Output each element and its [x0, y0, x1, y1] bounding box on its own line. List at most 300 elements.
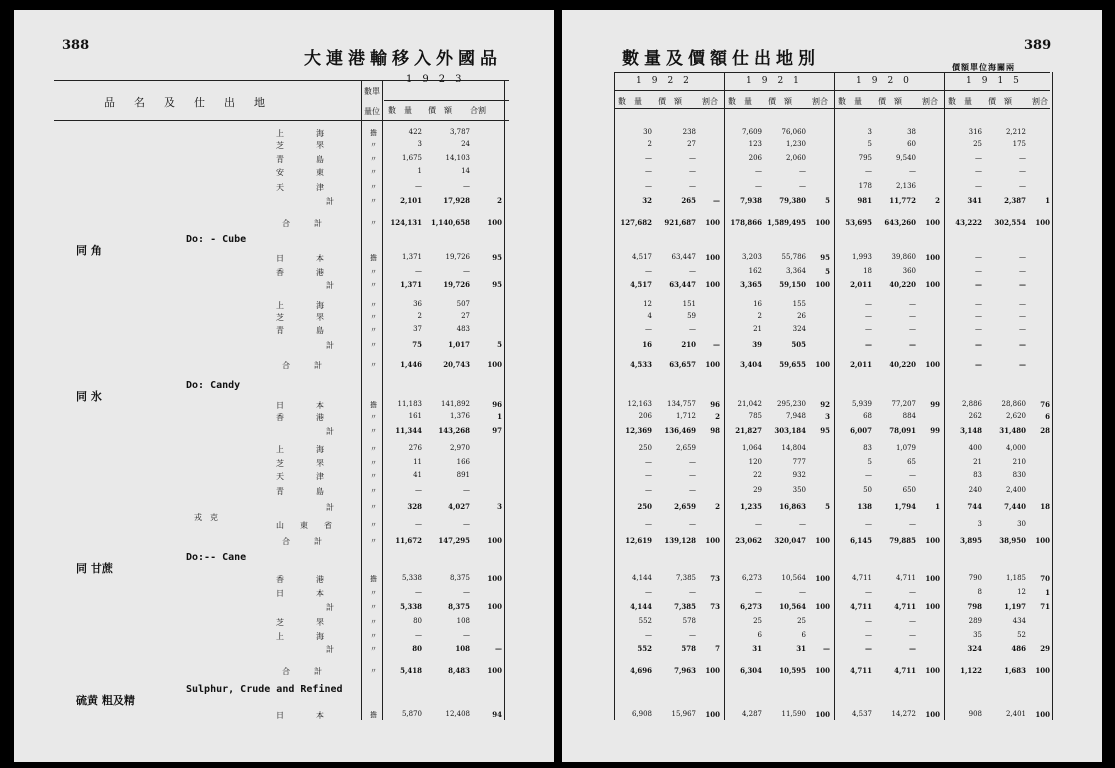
pct-cell: 100: [925, 253, 940, 262]
qty-cell: 5,338: [401, 574, 422, 582]
value-cell: 4,000: [1005, 444, 1026, 452]
value-cell: —: [1019, 325, 1026, 333]
value-cell: —: [909, 631, 916, 639]
value-cell: 147,295: [438, 536, 470, 545]
qty-cell: —: [645, 471, 652, 479]
value-cell: 2,401: [1005, 710, 1026, 718]
qty-cell: 6,304: [740, 666, 762, 675]
qty-cell: 4,144: [631, 574, 652, 582]
value-cell: —: [463, 588, 470, 596]
qty-cell: —: [415, 588, 422, 596]
pct-cell: 100: [705, 666, 720, 675]
qty-cell: —: [975, 280, 982, 289]
qty-cell: 2: [757, 312, 762, 320]
value-cell: 1,017: [448, 340, 470, 349]
qty-cell: —: [975, 312, 982, 320]
qty-cell: 31: [752, 644, 762, 653]
pct-cell: 96: [492, 400, 502, 409]
qty-cell: 798: [967, 602, 982, 611]
qty-cell: —: [975, 360, 982, 369]
value-cell: 175: [1012, 140, 1026, 148]
value-cell: —: [689, 167, 696, 175]
qty-cell: 124,131: [390, 218, 422, 227]
pct-cell: 98: [710, 426, 720, 435]
group-label-en: Do: Candy: [186, 380, 241, 391]
qty-cell: 35: [973, 631, 982, 639]
qty-cell: —: [865, 631, 872, 639]
qty-cell: 1,993: [851, 253, 872, 261]
qty-cell: 2: [647, 140, 652, 148]
pct-header: 割合: [702, 97, 718, 106]
year-1920: 1920: [856, 76, 919, 86]
pct-cell: 1: [1045, 196, 1050, 205]
value-cell: 2,400: [1005, 486, 1026, 494]
value-cell: —: [909, 340, 916, 349]
value-cell: —: [1019, 253, 1026, 261]
pct-cell: 97: [492, 426, 502, 435]
qty-cell: 3,365: [740, 280, 762, 289]
right-page-number: 389: [1024, 38, 1052, 53]
qty-cell: 250: [637, 502, 652, 511]
qty-cell: 4,144: [630, 602, 652, 611]
value-cell: —: [689, 267, 696, 275]
qty-cell: 206: [748, 154, 762, 162]
value-cell: —: [909, 300, 916, 308]
value-cell: —: [909, 167, 916, 175]
unit-cell: 〃: [370, 183, 377, 191]
qty-cell: 3: [977, 520, 982, 528]
qty-header: 數 量: [948, 97, 972, 106]
origin-label: 計: [326, 645, 334, 654]
qty-cell: 127,682: [620, 218, 652, 227]
qty-cell: 11: [413, 458, 422, 466]
qty-cell: 785: [748, 412, 762, 420]
value-cell: —: [689, 458, 696, 466]
qty-cell: 3: [867, 128, 872, 136]
qty-cell: 6: [757, 631, 762, 639]
pct-cell: 28: [1040, 426, 1050, 435]
qty-cell: 422: [408, 128, 422, 136]
unit-cell: 〃: [370, 155, 377, 163]
left-page-title: 大連港輸移入外國品: [304, 49, 502, 69]
unit-cell: 〃: [370, 219, 377, 227]
qty-cell: —: [415, 486, 422, 494]
qty-cell: —: [755, 167, 762, 175]
year-1923: 1923: [406, 74, 472, 85]
header-rule-mid: [384, 100, 509, 101]
value-cell: 12,408: [445, 710, 470, 718]
unit-cell: 〃: [370, 326, 377, 334]
pct-header: 割合: [812, 97, 828, 106]
year-1915: 1915: [966, 76, 1029, 86]
qty-cell: 7,609: [741, 128, 762, 136]
pct-cell: 5: [825, 196, 830, 205]
qty-cell: —: [975, 167, 982, 175]
qty-cell: 162: [748, 267, 762, 275]
value-cell: 2,659: [675, 444, 696, 452]
unit-cell: 〃: [370, 197, 377, 205]
pct-cell: 100: [1035, 536, 1050, 545]
value-cell: 1,185: [1005, 574, 1026, 582]
value-cell: 19,726: [443, 280, 470, 289]
qty-cell: 341: [967, 196, 982, 205]
value-cell: 505: [791, 340, 806, 349]
origin-label: 合 計: [282, 537, 322, 546]
year-1921: 1921: [746, 76, 809, 86]
value-cell: 2,620: [1005, 412, 1026, 420]
value-cell: —: [909, 617, 916, 625]
qty-cell: 83: [973, 471, 982, 479]
qty-cell: 1: [417, 167, 422, 175]
qty-cell: —: [865, 471, 872, 479]
pct-cell: 100: [925, 666, 940, 675]
qty-cell: 11,344: [395, 426, 422, 435]
qty-cell: 262: [968, 412, 982, 420]
value-cell: 302,554: [994, 218, 1026, 227]
pct-cell: 100: [925, 710, 940, 719]
origin-label: 天 津: [276, 472, 324, 481]
value-cell: 2,970: [449, 444, 470, 452]
left-page-number: 388: [62, 38, 90, 53]
qty-cell: 41: [413, 471, 422, 479]
value-cell: 777: [792, 458, 806, 466]
value-cell: 7,948: [785, 412, 806, 420]
qty-cell: —: [645, 520, 652, 528]
qty-cell: 328: [407, 502, 422, 511]
pct-cell: 6: [1045, 412, 1050, 421]
value-cell: 1,683: [1004, 666, 1026, 675]
qty-cell: 16: [642, 340, 652, 349]
value-cell: 3,364: [785, 267, 806, 275]
value-cell: 78,091: [889, 426, 916, 435]
value-cell: 1,794: [894, 502, 916, 511]
origin-label: 上 海: [276, 301, 324, 310]
header-rule-top: [614, 72, 1050, 73]
column-rule: [1052, 72, 1053, 720]
value-cell: 324: [792, 325, 806, 333]
value-cell: —: [689, 182, 696, 190]
pct-cell: 100: [815, 280, 830, 289]
group-label-en: Do:-- Cane: [186, 552, 247, 563]
origin-label: 計: [326, 341, 334, 350]
pct-header: 割合: [1032, 97, 1048, 106]
origin-label: 計: [326, 503, 334, 512]
value-cell: 55,786: [781, 253, 806, 261]
value-cell: 210: [1012, 458, 1026, 466]
unit-cell: 〃: [370, 459, 377, 467]
qty-cell: 8: [977, 588, 982, 596]
pct-cell: 100: [487, 218, 502, 227]
value-cell: 52: [1017, 631, 1026, 639]
qty-cell: 4,711: [851, 574, 872, 582]
value-cell: —: [689, 471, 696, 479]
value-cell: 4,711: [894, 666, 916, 675]
value-cell: 8,375: [449, 574, 470, 582]
value-cell: 28,860: [1001, 400, 1026, 408]
unit-cell: 〃: [370, 603, 377, 611]
value-cell: 151: [682, 300, 696, 308]
qty-cell: 11,672: [395, 536, 422, 545]
pct-cell: 100: [705, 360, 720, 369]
header-rule-bottom: [614, 108, 1050, 109]
value-cell: 483: [456, 325, 470, 333]
pct-cell: 73: [710, 574, 720, 583]
value-cell: 25: [797, 617, 806, 625]
qty-cell: 12,369: [625, 426, 652, 435]
value-cell: —: [909, 312, 916, 320]
pct-cell: 100: [815, 360, 830, 369]
unit-cell: 〃: [370, 537, 377, 545]
value-cell: 166: [456, 458, 470, 466]
qty-cell: —: [865, 312, 872, 320]
value-cell: 2,387: [1004, 196, 1026, 205]
qty-cell: —: [755, 588, 762, 596]
value-cell: 20,743: [443, 360, 470, 369]
pct-cell: 100: [925, 218, 940, 227]
pct-cell: 5: [825, 267, 830, 276]
book-gutter: [554, 0, 562, 768]
qty-cell: —: [645, 458, 652, 466]
qty-cell: —: [865, 520, 872, 528]
group-label-jp: 同 角: [76, 244, 102, 257]
qty-cell: —: [975, 300, 982, 308]
pct-cell: 100: [705, 536, 720, 545]
pct-cell: 71: [1040, 602, 1050, 611]
pct-cell: 1: [497, 412, 502, 421]
pct-cell: 100: [487, 360, 502, 369]
qty-cell: 552: [637, 644, 652, 653]
origin-label: 芝 罘: [276, 618, 324, 627]
qty-cell: 744: [967, 502, 982, 511]
qty-header: 數 量: [728, 97, 752, 106]
qty-cell: —: [865, 617, 872, 625]
qty-cell: —: [645, 631, 652, 639]
qty-cell: 2,886: [961, 400, 982, 408]
origin-label: 日 本: [276, 589, 324, 598]
right-page-title: 數量及價額仕出地別: [622, 49, 820, 69]
value-cell: 3,787: [449, 128, 470, 136]
qty-cell: 4,287: [741, 710, 762, 718]
qty-cell: 29: [753, 486, 762, 494]
qty-cell: 138: [857, 502, 872, 511]
qty-cell: 5,418: [400, 666, 422, 675]
qty-cell: —: [415, 182, 422, 190]
qty-cell: 4,517: [630, 280, 652, 289]
value-cell: —: [689, 154, 696, 162]
origin-label: 香 港: [276, 575, 324, 584]
origin-label: 青 島: [276, 155, 324, 164]
value-cell: 2,659: [674, 502, 696, 511]
qty-cell: 3,895: [960, 536, 982, 545]
qty-cell: 32: [642, 196, 652, 205]
value-cell: —: [1019, 300, 1026, 308]
header-rule-bottom: [54, 120, 509, 121]
value-cell: —: [1019, 280, 1026, 289]
unit-cell: 〃: [370, 141, 377, 149]
value-cell: 921,687: [664, 218, 696, 227]
value-cell: 141,892: [441, 400, 470, 408]
value-cell: 108: [456, 617, 470, 625]
origin-label: 上 海: [276, 445, 324, 454]
pct-cell: —: [823, 644, 830, 653]
qty-cell: 981: [857, 196, 872, 205]
origin-label: 日 本: [276, 711, 324, 720]
qty-cell: 2,011: [850, 360, 872, 369]
qty-cell: 6,007: [850, 426, 872, 435]
value-cell: —: [1019, 267, 1026, 275]
value-cell: 10,564: [781, 574, 806, 582]
pct-cell: 100: [925, 360, 940, 369]
qty-cell: 276: [408, 444, 422, 452]
qty-header: 數 量: [618, 97, 642, 106]
qty-cell: 36: [413, 300, 422, 308]
value-cell: 31,480: [999, 426, 1026, 435]
pct-cell: 100: [815, 536, 830, 545]
value-cell: 578: [681, 644, 696, 653]
origin-label: 合 計: [282, 361, 322, 370]
value-cell: 38,950: [999, 536, 1026, 545]
qty-cell: —: [415, 267, 422, 275]
pct-cell: 95: [492, 253, 502, 262]
value-cell: 643,260: [884, 218, 916, 227]
value-cell: —: [1019, 360, 1026, 369]
pct-cell: 95: [820, 253, 830, 262]
qty-header: 數 量: [838, 97, 862, 106]
unit-header-bottom: 量位: [364, 107, 380, 116]
pct-cell: 18: [1040, 502, 1050, 511]
value-cell: 1,712: [675, 412, 696, 420]
value-cell: 26: [797, 312, 806, 320]
unit-cell: 〃: [370, 313, 377, 321]
origin-label: 上 海: [276, 632, 324, 641]
value-cell: 14: [461, 167, 470, 175]
value-cell: 507: [456, 300, 470, 308]
column-rule: [382, 80, 383, 720]
value-cell: —: [463, 486, 470, 494]
pct-cell: 100: [705, 218, 720, 227]
qty-cell: —: [645, 325, 652, 333]
pct-cell: —: [713, 196, 720, 205]
unit-cell: 〃: [370, 645, 377, 653]
value-cell: 39,860: [891, 253, 916, 261]
value-cell: 79,380: [779, 196, 806, 205]
value-cell: 14,103: [445, 154, 470, 162]
qty-cell: 16: [753, 300, 762, 308]
value-cell: 59,655: [779, 360, 806, 369]
value-cell: —: [1019, 312, 1026, 320]
qty-cell: 240: [968, 486, 982, 494]
value-cell: 830: [1012, 471, 1026, 479]
pct-cell: 95: [492, 280, 502, 289]
value-cell: —: [909, 471, 916, 479]
qty-cell: —: [415, 520, 422, 528]
value-cell: 11,590: [781, 710, 806, 718]
value-cell: 16,863: [779, 502, 806, 511]
unit-cell: 〃: [370, 667, 377, 675]
qty-cell: 6,908: [631, 710, 652, 718]
unit-cell: 〃: [370, 413, 377, 421]
pct-cell: 2: [497, 196, 502, 205]
pct-cell: 100: [815, 666, 830, 675]
pct-cell: 100: [1035, 710, 1050, 719]
value-cell: 14,272: [891, 710, 916, 718]
qty-cell: 68: [863, 412, 872, 420]
value-cell: 4,711: [895, 574, 916, 582]
qty-cell: 3: [417, 140, 422, 148]
origin-label: 合 計: [282, 219, 322, 228]
qty-cell: 4,533: [630, 360, 652, 369]
origin-label: 計: [326, 281, 334, 290]
item-column-header: 品 名 及 仕 出 地: [104, 96, 269, 109]
value-cell: 650: [902, 486, 916, 494]
qty-cell: 289: [968, 617, 982, 625]
value-cell: 139,128: [664, 536, 696, 545]
value-cell: 7,385: [675, 574, 696, 582]
origin-label: 天 津: [276, 183, 324, 192]
value-cell: —: [799, 167, 806, 175]
qty-cell: 80: [412, 644, 422, 653]
qty-cell: 1,122: [960, 666, 982, 675]
qty-cell: 25: [973, 140, 982, 148]
origin-label: 香 港: [276, 268, 324, 277]
qty-cell: —: [975, 340, 982, 349]
origin-label: 上 海: [276, 129, 324, 138]
qty-cell: 120: [748, 458, 762, 466]
qty-cell: —: [645, 167, 652, 175]
value-cell: 1,230: [785, 140, 806, 148]
pct-cell: 5: [497, 340, 502, 349]
qty-cell: —: [975, 325, 982, 333]
pct-cell: 100: [487, 536, 502, 545]
value-cell: 6: [801, 631, 806, 639]
qty-cell: 12,619: [625, 536, 652, 545]
value-cell: 63,447: [671, 253, 696, 261]
value-cell: 60: [907, 140, 916, 148]
qty-cell: 790: [968, 574, 982, 582]
qty-cell: —: [865, 588, 872, 596]
qty-cell: —: [755, 182, 762, 190]
pct-cell: 100: [925, 602, 940, 611]
pct-cell: 100: [815, 710, 830, 719]
value-unit-note: 價額單位海關兩: [952, 62, 1015, 72]
qty-cell: 21: [973, 458, 982, 466]
value-cell: 17,928: [443, 196, 470, 205]
value-cell: 59: [687, 312, 696, 320]
value-cell: —: [1019, 340, 1026, 349]
pct-cell: 99: [930, 400, 940, 409]
qty-cell: 43,222: [955, 218, 982, 227]
pct-cell: 2: [715, 412, 720, 421]
qty-cell: —: [865, 340, 872, 349]
qty-cell: 12,163: [627, 400, 652, 408]
sub-label-junk: 戎 克: [194, 513, 218, 522]
unit-cell: 〃: [370, 427, 377, 435]
value-cell: 8,483: [448, 666, 470, 675]
qty-cell: 5: [867, 458, 872, 466]
qty-cell: 4,711: [850, 666, 872, 675]
pct-cell: 1: [1045, 588, 1050, 597]
column-rule: [834, 72, 835, 720]
pct-cell: 100: [925, 280, 940, 289]
pct-cell: 94: [492, 710, 502, 719]
pct-cell: 100: [487, 666, 502, 675]
right-page: [562, 10, 1102, 762]
value-cell: 63,657: [669, 360, 696, 369]
qty-cell: 2,101: [400, 196, 422, 205]
value-cell: 24: [461, 140, 470, 148]
unit-cell: 擔: [370, 254, 377, 262]
value-header: 價 額: [428, 106, 452, 115]
